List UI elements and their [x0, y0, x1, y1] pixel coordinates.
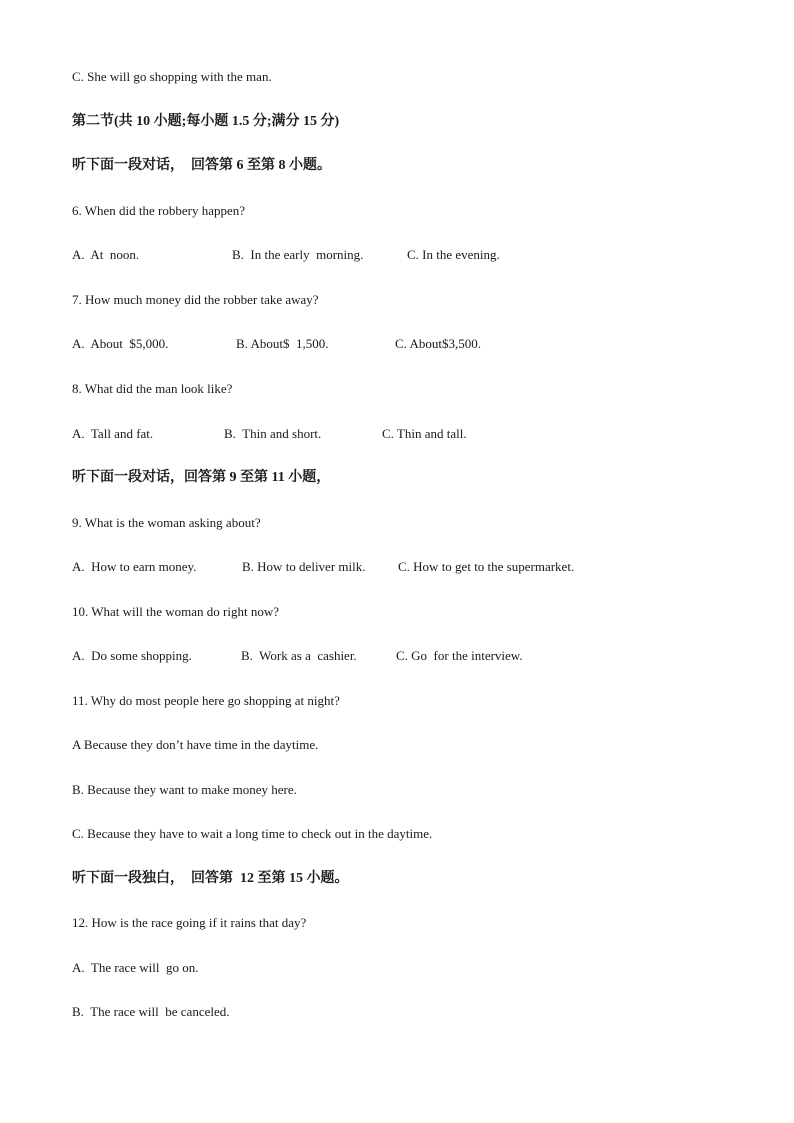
question-10-options: [72, 648, 523, 696]
question-9: 9. What is the woman asking about?: [72, 515, 261, 530]
question-10: 10. What will the woman do right now?: [72, 604, 280, 619]
question-7: 7. How much money did the robber take away?: [72, 292, 319, 307]
question-7-options: [72, 336, 481, 384]
question-8: 8. What did the man look like?: [72, 381, 233, 396]
option-c: C. About$3,500.: [395, 336, 481, 351]
option-c: C. Go for the interview.: [396, 648, 523, 663]
question-12-option-b: B. The race will be canceled.: [72, 1004, 230, 1019]
option-b: B. Thin and short.: [224, 426, 322, 441]
question-6-options: [72, 247, 500, 295]
option-b: B. How to deliver milk.: [242, 559, 366, 574]
dialogue-instruction-9-11: 听下面一段对话，回答第 9 至第 11 小题，: [72, 470, 331, 485]
question-12: 12. How is the race going if it rains that day?: [72, 915, 307, 930]
option-b: B. Work as a cashier.: [241, 648, 357, 663]
question-11-option-c: C. Because they have to wait a long time to check out in the daytime.: [72, 826, 433, 841]
option-a: A. About $5,000.: [72, 336, 169, 351]
option-a: A. How to earn money.: [72, 559, 197, 574]
option-a: A. Do some shopping.: [72, 648, 192, 663]
monologue-instruction-12-15: 听下面一段独白， 回答第 12 至第 15 小题。: [72, 871, 349, 886]
option-a: A. Tall and fat.: [72, 426, 154, 441]
question-11-option-b: B. Because they want to make money here.: [72, 782, 297, 797]
option-b: B. In the early morning.: [232, 247, 364, 262]
question-6: 6. When did the robbery happen?: [72, 203, 246, 218]
question-11: 11. Why do most people here go shopping at night?: [72, 693, 340, 708]
option-c: C. How to get to the supermarket.: [398, 559, 575, 574]
prev-question-option-c: C. She will go shopping with the man.: [72, 69, 272, 84]
option-b: B. About$ 1,500.: [236, 336, 329, 351]
section-heading: 第二节(共 10 小题;每小题 1.5 分;满分 15 分): [72, 114, 340, 129]
question-12-option-a: A. The race will go on.: [72, 960, 199, 975]
option-c: C. Thin and tall.: [382, 426, 467, 441]
option-a: A. At noon.: [72, 247, 140, 262]
question-8-options: [72, 426, 467, 474]
option-c: C. In the evening.: [407, 247, 500, 262]
question-9-options: [72, 559, 575, 607]
dialogue-instruction-6-8: 听下面一段对话， 回答第 6 至第 8 小题。: [72, 158, 331, 173]
question-11-option-a: A Because they don’t have time in the daytime.: [72, 737, 319, 752]
